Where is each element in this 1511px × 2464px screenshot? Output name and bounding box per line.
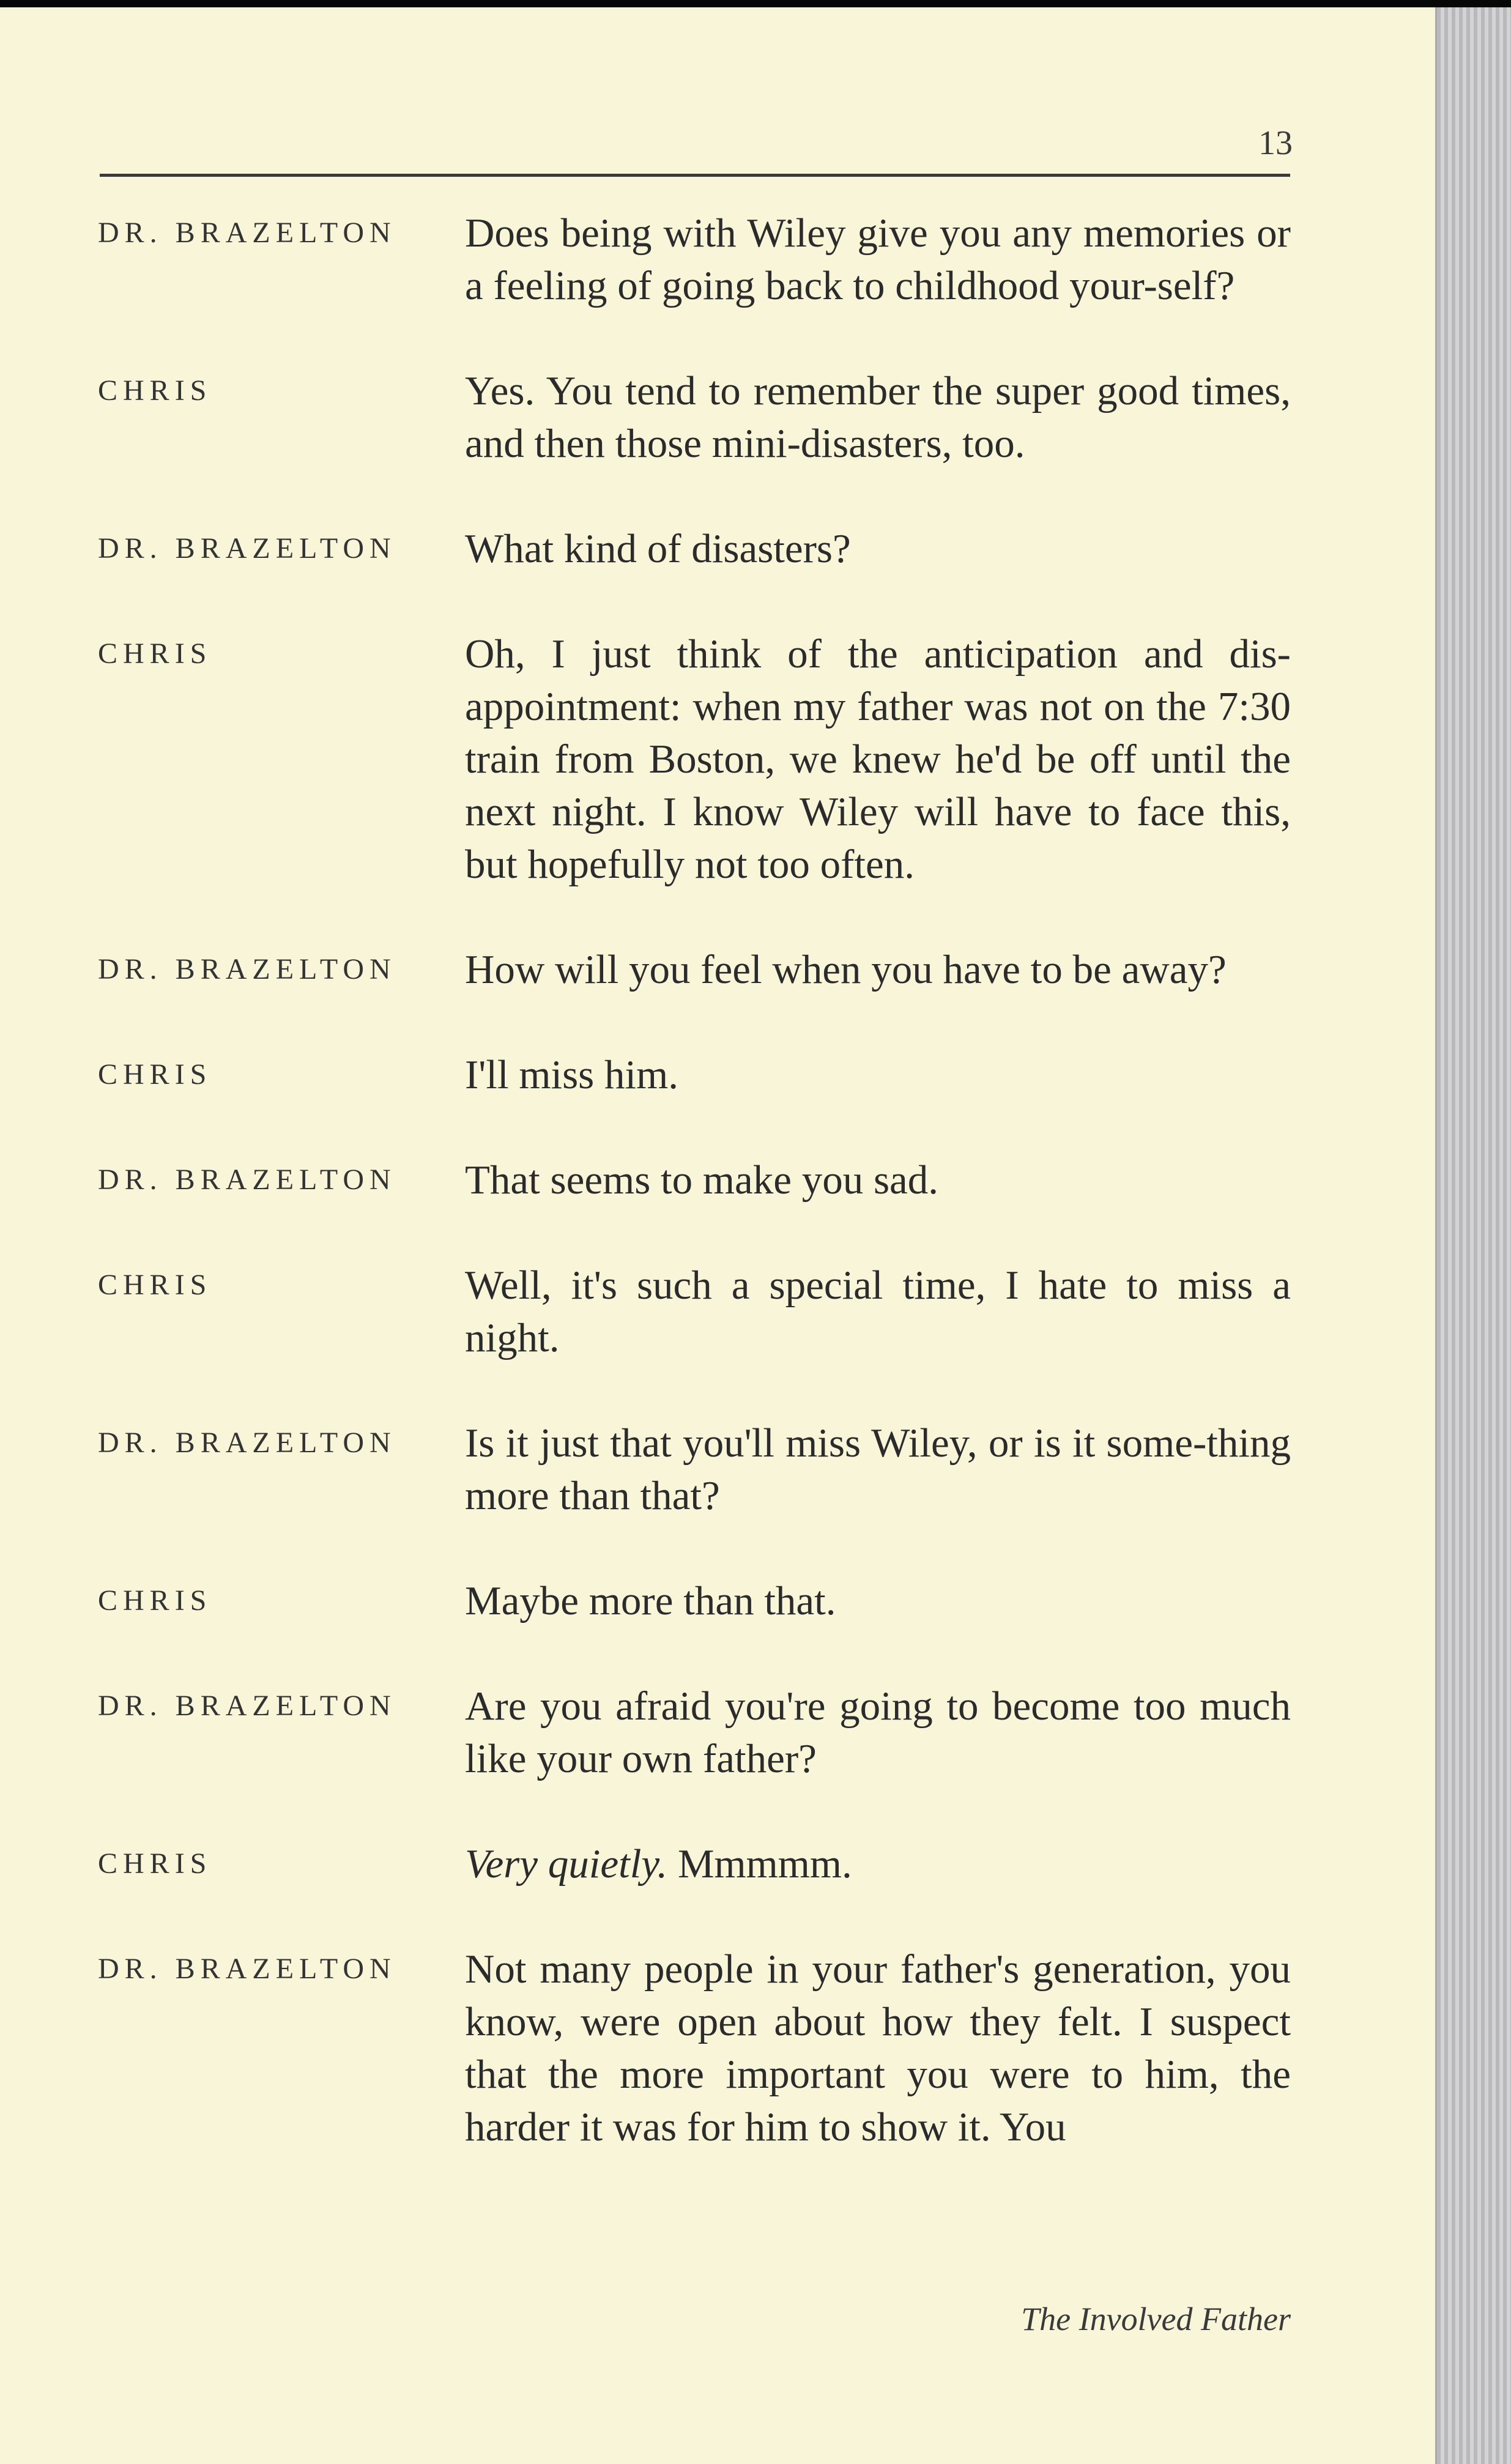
speaker-name: DR. BRAZELTON [98,217,396,249]
dialogue-exchange [98,1575,1291,1627]
speaker-name: CHRIS [98,1584,212,1617]
speaker-name: DR. BRAZELTON [98,1690,396,1722]
dialogue-exchange [98,1417,1291,1522]
dialogue-line [465,1154,1291,1206]
stage-direction: Very quietly. [465,1841,668,1887]
dialogue-line [465,1417,1291,1522]
speaker-name: CHRIS [98,374,212,407]
spoken-text: Is it just that you'll miss Wiley, or is it some-thing more than that? [465,1420,1291,1518]
speaker-name: DR. BRAZELTON [98,1953,396,1985]
dialogue-line [465,1048,1291,1101]
dialogue-line [465,1680,1291,1785]
spoken-text: Yes. You tend to remember the super good times, and then those mini-disasters, too. [465,368,1291,466]
dialogue-line [465,522,1291,575]
spoken-text: That seems to make you sad. [465,1157,939,1203]
dialogue-line [465,1575,1291,1627]
spoken-text: Are you afraid you're going to become too much like your own father? [465,1683,1291,1781]
dialogue-line [465,943,1291,996]
dialogue-exchange [98,1838,1291,1890]
book-page-edges [1435,7,1511,2464]
speaker-name: CHRIS [98,1269,212,1301]
spoken-text: How will you feel when you have to be away? [465,947,1227,992]
dialogue-exchange [98,522,1291,575]
dialogue-line [465,1943,1291,2153]
running-footer-title: The Involved Father [1021,2301,1291,2337]
spoken-text: Mmmmm. [677,1841,852,1887]
dialogue-exchange [98,1259,1291,1364]
dialogue-exchange [98,365,1291,470]
dialogue-exchange [98,1680,1291,1785]
dialogue-line [465,207,1291,312]
dialogue-exchange [98,207,1291,312]
dialogue-line [465,1838,1291,1890]
header-rule [100,174,1290,177]
speaker-name: CHRIS [98,1847,212,1880]
spoken-text: Does being with Wiley give you any memories or a feeling of going back to childhood your-self? [465,210,1291,308]
page-number: 13 [1258,124,1293,162]
spoken-text: Oh, I just think of the anticipation and dis-appointment: when my father was not on the 7:30 train from Boston, we knew he'd be off until the next night. I know Wiley will have to face this, but hopefully not too often. [465,631,1291,887]
speaker-name: CHRIS [98,1058,212,1091]
speaker-name: DR. BRAZELTON [98,1427,396,1459]
spoken-text: I'll miss him. [465,1052,678,1097]
dialogue [98,207,1291,2206]
speaker-name: CHRIS [98,637,212,670]
spoken-text: What kind of disasters? [465,526,851,571]
dialogue-exchange [98,1048,1291,1101]
spoken-text: Maybe more than that. [465,1578,836,1623]
dialogue-exchange [98,1154,1291,1206]
dialogue-exchange [98,628,1291,891]
dialogue-line [465,365,1291,470]
dialogue-line [465,628,1291,891]
dialogue-exchange [98,1943,1291,2153]
dialogue-line [465,1259,1291,1364]
speaker-name: DR. BRAZELTON [98,532,396,565]
spoken-text: Well, it's such a special time, I hate to miss a night. [465,1263,1291,1360]
speaker-name: DR. BRAZELTON [98,1163,396,1196]
spoken-text: Not many people in your father's generation, you know, were open about how they felt. I suspect that the more important you were to him, the harder it was for him to show it. You [465,1946,1291,2150]
speaker-name: DR. BRAZELTON [98,953,396,985]
top-edge [0,0,1511,7]
dialogue-exchange [98,943,1291,996]
